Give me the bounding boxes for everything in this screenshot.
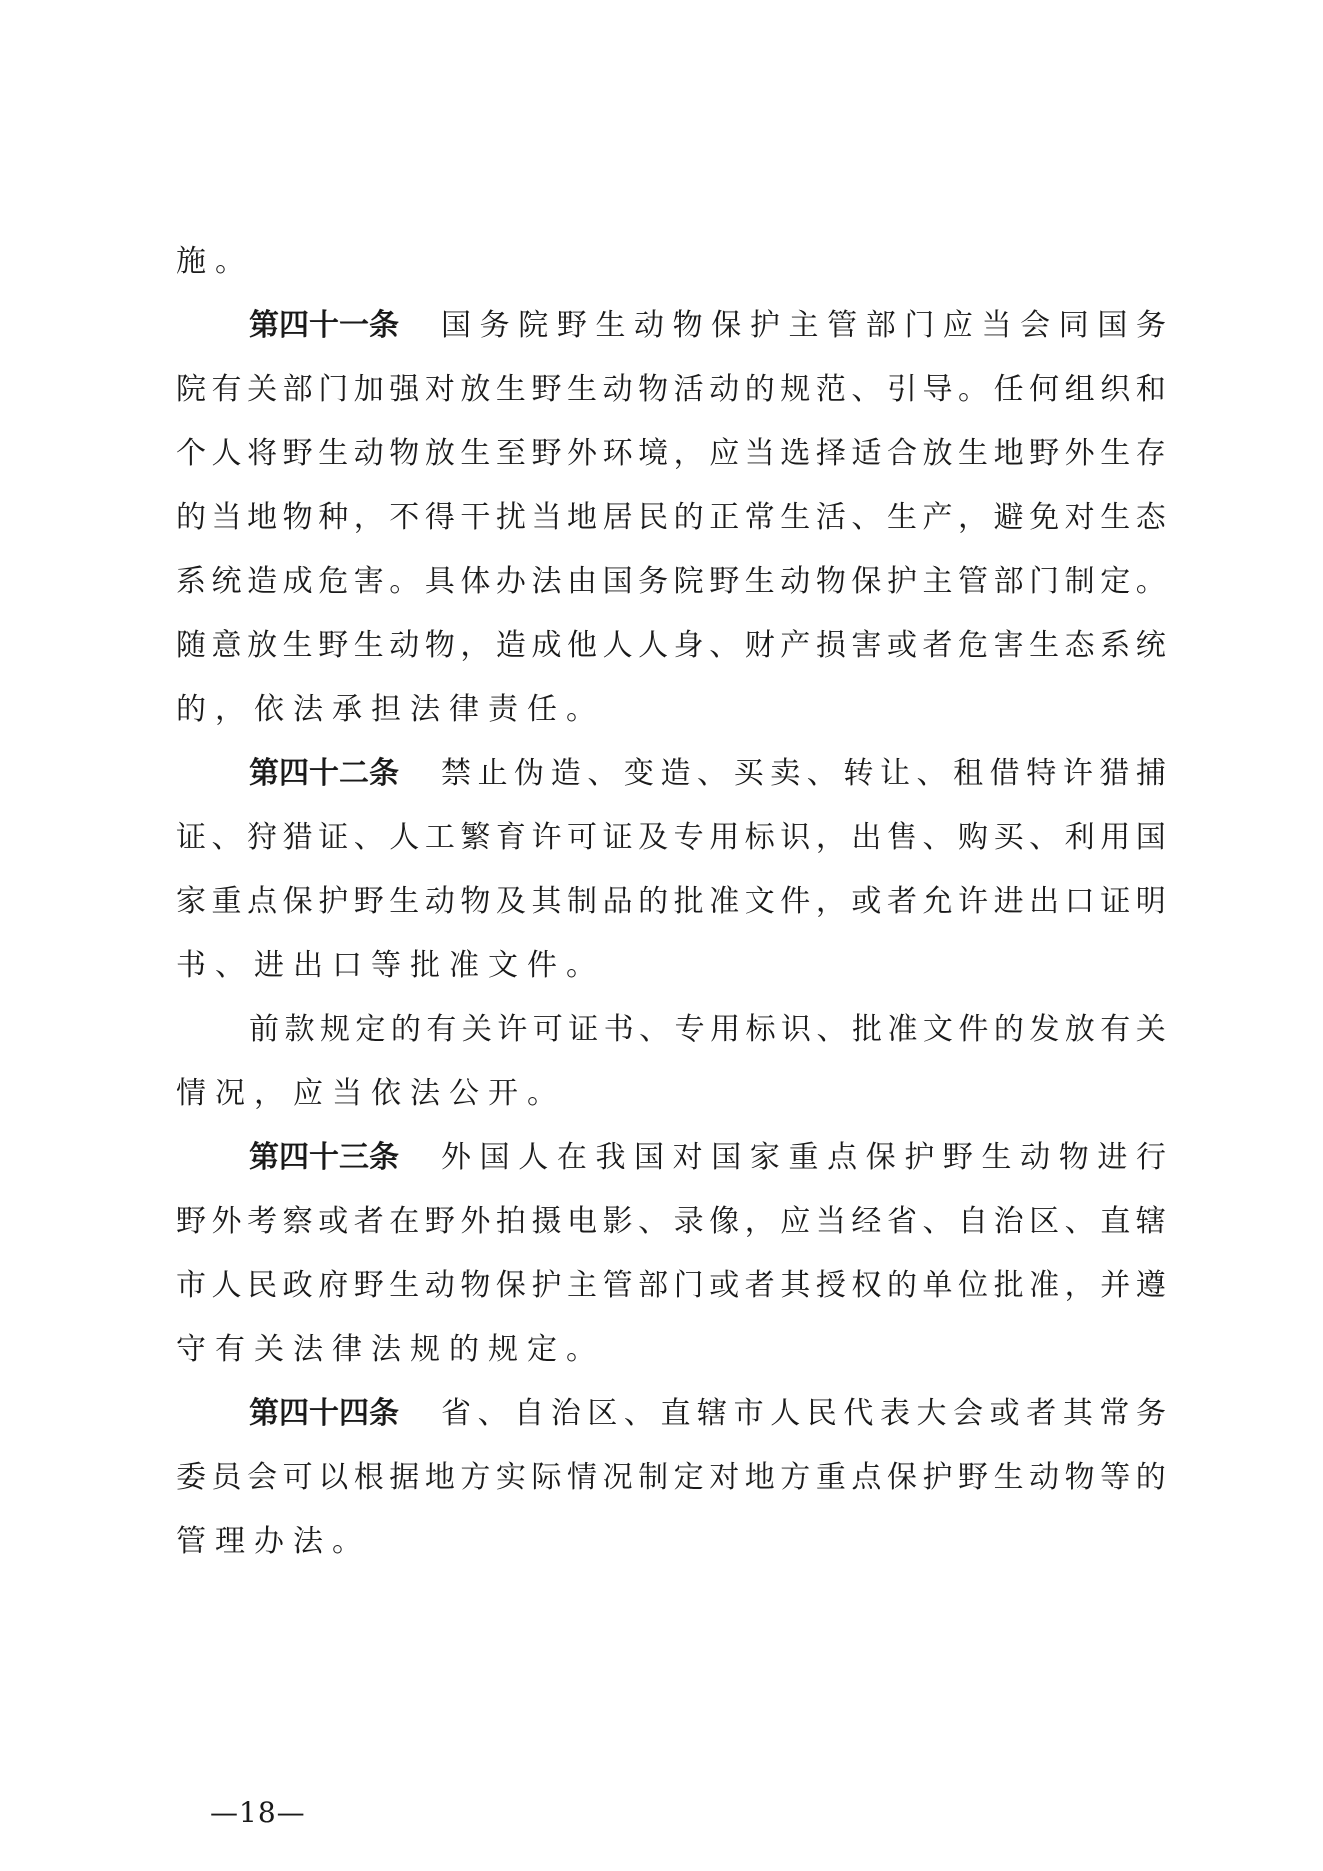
text-line	[176, 614, 1166, 678]
text-line	[176, 486, 1166, 550]
line-text: 管理办法。	[176, 1524, 371, 1559]
text-line	[176, 678, 1166, 742]
article-number: 第四十一条	[249, 308, 399, 343]
text-line	[176, 742, 1166, 806]
text-line	[176, 870, 1166, 934]
text-line	[176, 998, 1166, 1062]
text-line	[176, 934, 1166, 998]
line-text: 禁 止 伪 造 、 变 造 、 买 卖 、 转 让 、 租 借 特 许 猎 捕	[441, 756, 1166, 791]
text-line	[176, 1062, 1166, 1126]
page-number: —18—	[210, 1796, 306, 1829]
line-text: 家 重 点 保 护 野 生 动 物 及 其 制 品 的 批 准 文 件 ， 或 者 允 许 进 出 口 证 明	[176, 884, 1166, 919]
text-line	[176, 358, 1166, 422]
text-line	[176, 1382, 1166, 1446]
text-line	[176, 550, 1166, 614]
text-line	[176, 230, 1166, 294]
line-text: 系 统 造 成 危 害 。 具 体 办 法 由 国 务 院 野 生 动 物 保 护 主 管 部 门 制 定 。	[176, 564, 1166, 599]
line-text: 外 国 人 在 我 国 对 国 家 重 点 保 护 野 生 动 物 进 行	[441, 1140, 1166, 1175]
line-text: 书、进出口等批准文件。	[176, 948, 605, 983]
line-text: 随 意 放 生 野 生 动 物 ， 造 成 他 人 人 身 、 财 产 损 害 或 者 危 害 生 态 系 统	[176, 628, 1166, 663]
line-text: 省 、 自 治 区 、 直 辖 市 人 民 代 表 大 会 或 者 其 常 务	[441, 1396, 1166, 1431]
line-text: 前 款 规 定 的 有 关 许 可 证 书 、 专 用 标 识 、 批 准 文 件 的 发 放 有 关	[249, 1012, 1166, 1047]
line-text: 证 、 狩 猎 证 、 人 工 繁 育 许 可 证 及 专 用 标 识 ， 出 售 、 购 买 、 利 用 国	[176, 820, 1166, 855]
line-text: 的 当 地 物 种 ， 不 得 干 扰 当 地 居 民 的 正 常 生 活 、 生 产 ， 避 免 对 生 态	[176, 500, 1166, 535]
text-line	[176, 806, 1166, 870]
article-number: 第四十三条	[249, 1140, 399, 1175]
article-number: 第四十四条	[249, 1396, 399, 1431]
line-text: 院 有 关 部 门 加 强 对 放 生 野 生 动 物 活 动 的 规 范 、 引 导 。 任 何 组 织 和	[176, 372, 1166, 407]
text-line	[176, 294, 1166, 358]
text-line	[176, 422, 1166, 486]
line-text: 野 外 考 察 或 者 在 野 外 拍 摄 电 影 、 录 像 ， 应 当 经 省 、 自 治 区 、 直 辖	[176, 1204, 1166, 1239]
line-text: 情况，应当依法公开。	[176, 1076, 566, 1111]
text-line	[176, 1446, 1166, 1510]
line-text: 的，依法承担法律责任。	[176, 692, 605, 727]
article-number: 第四十二条	[249, 756, 399, 791]
body-text	[176, 230, 1166, 1574]
text-line	[176, 1190, 1166, 1254]
line-text: 市 人 民 政 府 野 生 动 物 保 护 主 管 部 门 或 者 其 授 权 的 单 位 批 准 ， 并 遵	[176, 1268, 1166, 1303]
line-text: 委 员 会 可 以 根 据 地 方 实 际 情 况 制 定 对 地 方 重 点 保 护 野 生 动 物 等 的	[176, 1460, 1166, 1495]
text-line	[176, 1254, 1166, 1318]
text-line	[176, 1126, 1166, 1190]
text-line	[176, 1510, 1166, 1574]
line-text: 施。	[176, 244, 254, 279]
line-text: 守有关法律法规的规定。	[176, 1332, 605, 1367]
line-text: 国 务 院 野 生 动 物 保 护 主 管 部 门 应 当 会 同 国 务	[441, 308, 1166, 343]
line-text: 个 人 将 野 生 动 物 放 生 至 野 外 环 境 ， 应 当 选 择 适 合 放 生 地 野 外 生 存	[176, 436, 1166, 471]
text-line	[176, 1318, 1166, 1382]
